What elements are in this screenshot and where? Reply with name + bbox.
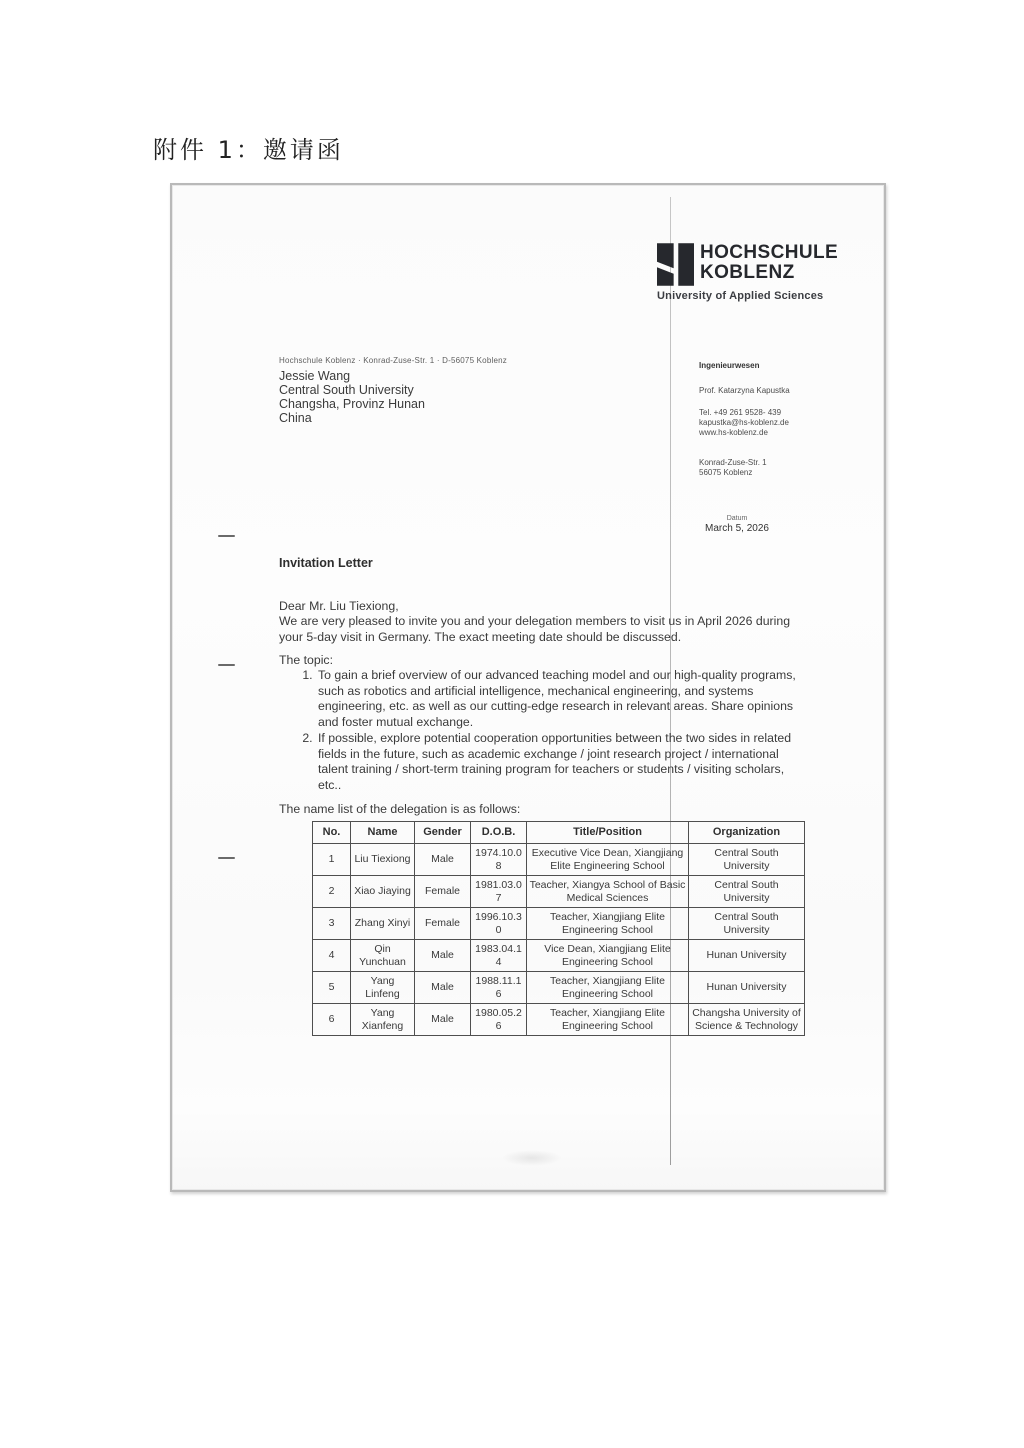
cell-organization: Central South University: [689, 908, 805, 940]
cell-gender: Male: [415, 1004, 471, 1036]
cell-title-position: Executive Vice Dean, Xiangjiang Elite Engineering School: [527, 844, 689, 876]
header-title-position: Title/Position: [527, 822, 689, 844]
recipient-organization: Central South University: [279, 383, 414, 397]
contact-street: Konrad-Zuse-Str. 1: [699, 458, 767, 467]
salutation: Dear Mr. Liu Tiexiong,: [279, 599, 399, 613]
cell-no: 4: [313, 940, 351, 972]
header-gender: Gender: [415, 822, 471, 844]
cell-organization: Hunan University: [689, 940, 805, 972]
contact-email: kapustka@hs-koblenz.de: [699, 418, 789, 427]
recipient-country: China: [279, 411, 312, 425]
cell-dob: 1980.05.26: [471, 1004, 527, 1036]
cell-title-position: Teacher, Xiangya School of Basic Medical Sciences: [527, 876, 689, 908]
table-row: [313, 940, 805, 972]
cell-gender: Male: [415, 972, 471, 1004]
cell-no: 2: [313, 876, 351, 908]
fold-mark: [218, 857, 235, 859]
header-organization: Organization: [689, 822, 805, 844]
table-row: [313, 972, 805, 1004]
logo-line1: HOCHSCHULE: [700, 242, 839, 263]
cell-title-position: Teacher, Xiangjiang Elite Engineering School: [527, 1004, 689, 1036]
cell-organization: Central South University: [689, 844, 805, 876]
contact-department: Ingenieurwesen: [699, 361, 760, 370]
topic-list: [279, 668, 799, 794]
table-row: [313, 844, 805, 876]
cell-dob: 1996.10.30: [471, 908, 527, 940]
cell-organization: Central South University: [689, 876, 805, 908]
topic-item: 1. To gain a brief overview of our advanced teaching model and our high-quality programs, such as robotics and artificial intelligence, mechanical engineering, and systems engineering, etc. as well as our cutting-edge research in relevant areas. Share opinions and foster mutual exchange.: [316, 668, 799, 730]
topic-item: 2. If possible, explore potential cooperation opportunities between the two sides in related fields in the future, such as academic exchange / joint research project / international talent training / short-term training program for teachers or students / visiting scholars, etc..: [316, 731, 799, 793]
cell-title-position: Vice Dean, Xiangjiang Elite Engineering School: [527, 940, 689, 972]
cell-title-position: Teacher, Xiangjiang Elite Engineering School: [527, 972, 689, 1004]
cell-gender: Female: [415, 908, 471, 940]
cell-gender: Male: [415, 940, 471, 972]
cell-gender: Female: [415, 876, 471, 908]
table-header-row: [313, 822, 805, 844]
logo-line2: KOBLENZ: [700, 262, 795, 283]
table-row: [313, 1004, 805, 1036]
logo-subtitle: University of Applied Sciences: [657, 290, 824, 302]
cell-organization: Hunan University: [689, 972, 805, 1004]
table-row: [313, 876, 805, 908]
contact-city: 56075 Koblenz: [699, 468, 753, 477]
header-no: No.: [313, 822, 351, 844]
header-dob: D.O.B.: [471, 822, 527, 844]
intro-paragraph: We are very pleased to invite you and your delegation members to visit us in April 2026 during your 5-day visit in Germany. The exact meeting date should be discussed.: [279, 614, 791, 644]
cell-no: 5: [313, 972, 351, 1004]
letter-date: March 5, 2026: [705, 523, 769, 534]
recipient-name: Jessie Wang: [279, 369, 351, 383]
attachment-title: 附件 1：邀请函: [153, 136, 344, 164]
cell-organization: Changsha University of Science & Technology: [689, 1004, 805, 1036]
topic-label: The topic:: [279, 653, 333, 667]
cell-gender: Male: [415, 844, 471, 876]
cell-name: Liu Tiexiong: [351, 844, 415, 876]
cell-no: 6: [313, 1004, 351, 1036]
cell-title-position: Teacher, Xiangjiang Elite Engineering School: [527, 908, 689, 940]
letter-title: Invitation Letter: [279, 556, 373, 570]
cell-name: Yang Linfeng: [351, 972, 415, 1004]
cell-no: 3: [313, 908, 351, 940]
hochschule-koblenz-logo-icon: [657, 243, 694, 286]
sender-return-address: Hochschule Koblenz · Konrad-Zuse-Str. 1 · D-56075 Koblenz: [279, 356, 507, 365]
hochschule-koblenz-logo: [657, 243, 857, 302]
contact-website: www.hs-koblenz.de: [699, 428, 768, 437]
cell-name: Zhang Xinyi: [351, 908, 415, 940]
scan-smudge: [502, 1150, 562, 1166]
fold-mark: [218, 664, 235, 666]
recipient-address-block: [279, 369, 425, 425]
cell-dob: 1974.10.08: [471, 844, 527, 876]
cell-dob: 1983.04.14: [471, 940, 527, 972]
table-row: [313, 908, 805, 940]
cell-name: Yang Xianfeng: [351, 1004, 415, 1036]
header-name: Name: [351, 822, 415, 844]
cell-dob: 1981.03.07: [471, 876, 527, 908]
contact-person: Prof. Katarzyna Kapustka: [699, 386, 790, 395]
logo-wordmark: [700, 243, 838, 283]
delegation-table: [312, 821, 805, 1036]
cell-dob: 1988.11.16: [471, 972, 527, 1004]
date-label: Datum: [726, 515, 748, 522]
table-intro: The name list of the delegation is as follows:: [279, 802, 521, 816]
recipient-city: Changsha, Provinz Hunan: [279, 397, 425, 411]
cell-name: Qin Yunchuan: [351, 940, 415, 972]
contact-info-block: [699, 361, 859, 478]
contact-phone: Tel. +49 261 9528- 439: [699, 408, 782, 417]
fold-mark: [218, 535, 235, 537]
cell-no: 1: [313, 844, 351, 876]
date-block: [677, 515, 797, 534]
scanned-letter-page: [170, 183, 886, 1192]
cell-name: Xiao Jiaying: [351, 876, 415, 908]
